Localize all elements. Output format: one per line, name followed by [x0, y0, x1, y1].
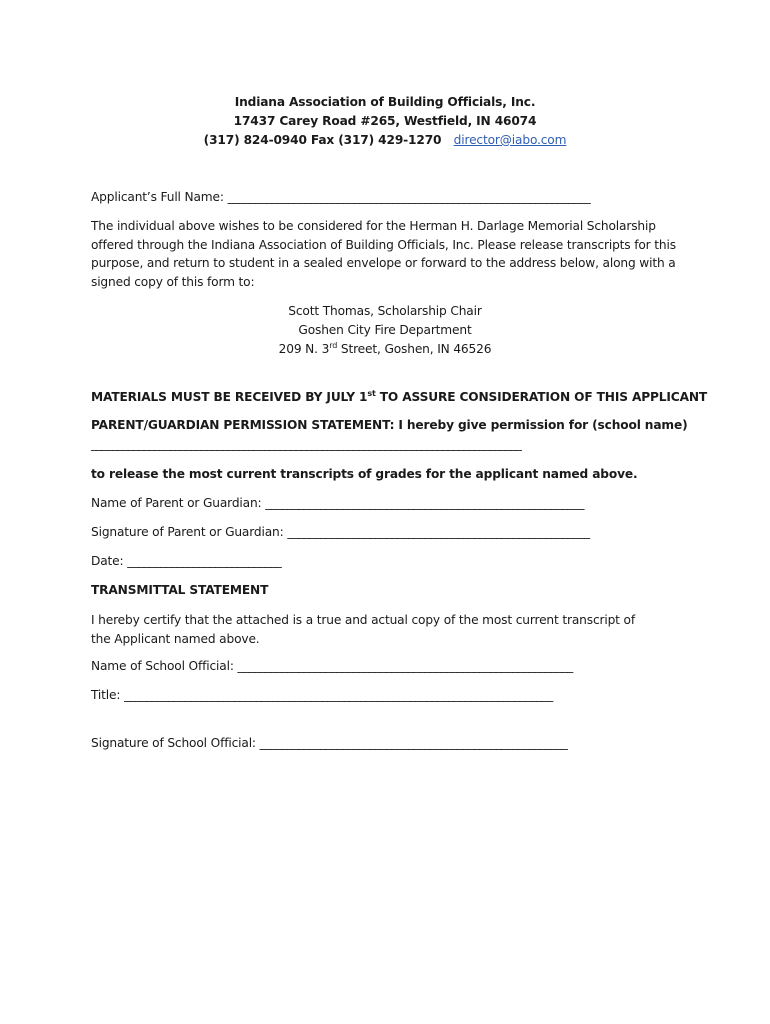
transmittal-paragraph: I hereby certify that the attached is a true and actual copy of the most current transcript of the Applicant named above. — [91, 613, 635, 646]
applicant-name-field[interactable]: __________________________________________________________________ — [227, 190, 591, 204]
transmittal-heading: TRANSMITTAL STATEMENT — [91, 583, 269, 597]
school-official-label: Name of School Official: — [91, 659, 234, 673]
deadline-post: TO ASSURE CONSIDERATION OF THIS APPLICANT — [375, 390, 708, 404]
official-signature-row — [91, 736, 567, 750]
parent-name-row — [91, 496, 584, 510]
title-label: Title: — [91, 688, 121, 702]
parent-signature-field[interactable]: _______________________________________________________ — [287, 525, 590, 539]
date-field[interactable]: ____________________________ — [127, 554, 282, 568]
email-link[interactable]: director@iabo.com — [453, 133, 567, 147]
recipient-street — [0, 342, 770, 356]
applicant-name-label: Applicant’s Full Name: — [91, 190, 224, 204]
parent-name-field[interactable]: __________________________________________________________ — [265, 496, 584, 510]
school-official-row — [91, 659, 573, 673]
street-post: Street, Goshen, IN 46526 — [337, 342, 492, 356]
parent-signature-label: Signature of Parent or Guardian: — [91, 525, 284, 539]
release-statement: to release the most current transcripts of grades for the applicant named above. — [91, 467, 638, 481]
street-pre: 209 N. 3 — [278, 342, 330, 356]
title-row — [91, 688, 553, 702]
org-phone-fax: (317) 824-0940 Fax (317) 429-1270 — [203, 133, 442, 147]
deadline-notice — [91, 390, 707, 404]
date-row — [91, 554, 281, 568]
deadline-sup: st — [367, 388, 376, 398]
intro-paragraph: The individual above wishes to be considered for the Herman H. Darlage Memorial Scholarship offered through the Indiana Association of Building Officials, Inc. Please release transcripts for this purpose, and return to student in a sealed envelope or forward to the address below, along with a signed copy of this form to: — [91, 219, 676, 289]
school-name-field[interactable]: __________________________________________________________________________________ — [91, 437, 521, 451]
parent-signature-row — [91, 525, 589, 539]
official-signature-label: Signature of School Official: — [91, 736, 256, 750]
org-address: 17437 Carey Road #265, Westfield, IN 46074 — [233, 114, 537, 128]
deadline-pre: MATERIALS MUST BE RECEIVED BY JULY 1 — [91, 390, 368, 404]
title-field[interactable]: ______________________________________________________________________________ — [124, 688, 553, 702]
parent-name-label: Name of Parent or Guardian: — [91, 496, 262, 510]
recipient-department: Goshen City Fire Department — [298, 323, 472, 337]
recipient-name: Scott Thomas, Scholarship Chair — [288, 304, 482, 318]
org-contact — [0, 133, 770, 147]
parent-permission-statement: PARENT/GUARDIAN PERMISSION STATEMENT: I hereby give permission for (school name) — [91, 418, 688, 432]
official-signature-field[interactable]: ________________________________________________________ — [259, 736, 568, 750]
date-label: Date: — [91, 554, 124, 568]
org-name: Indiana Association of Building Officials, Inc. — [234, 95, 536, 109]
street-sup: rd — [329, 340, 338, 350]
applicant-name-row — [91, 190, 590, 204]
school-official-field[interactable]: _____________________________________________________________ — [237, 659, 573, 673]
